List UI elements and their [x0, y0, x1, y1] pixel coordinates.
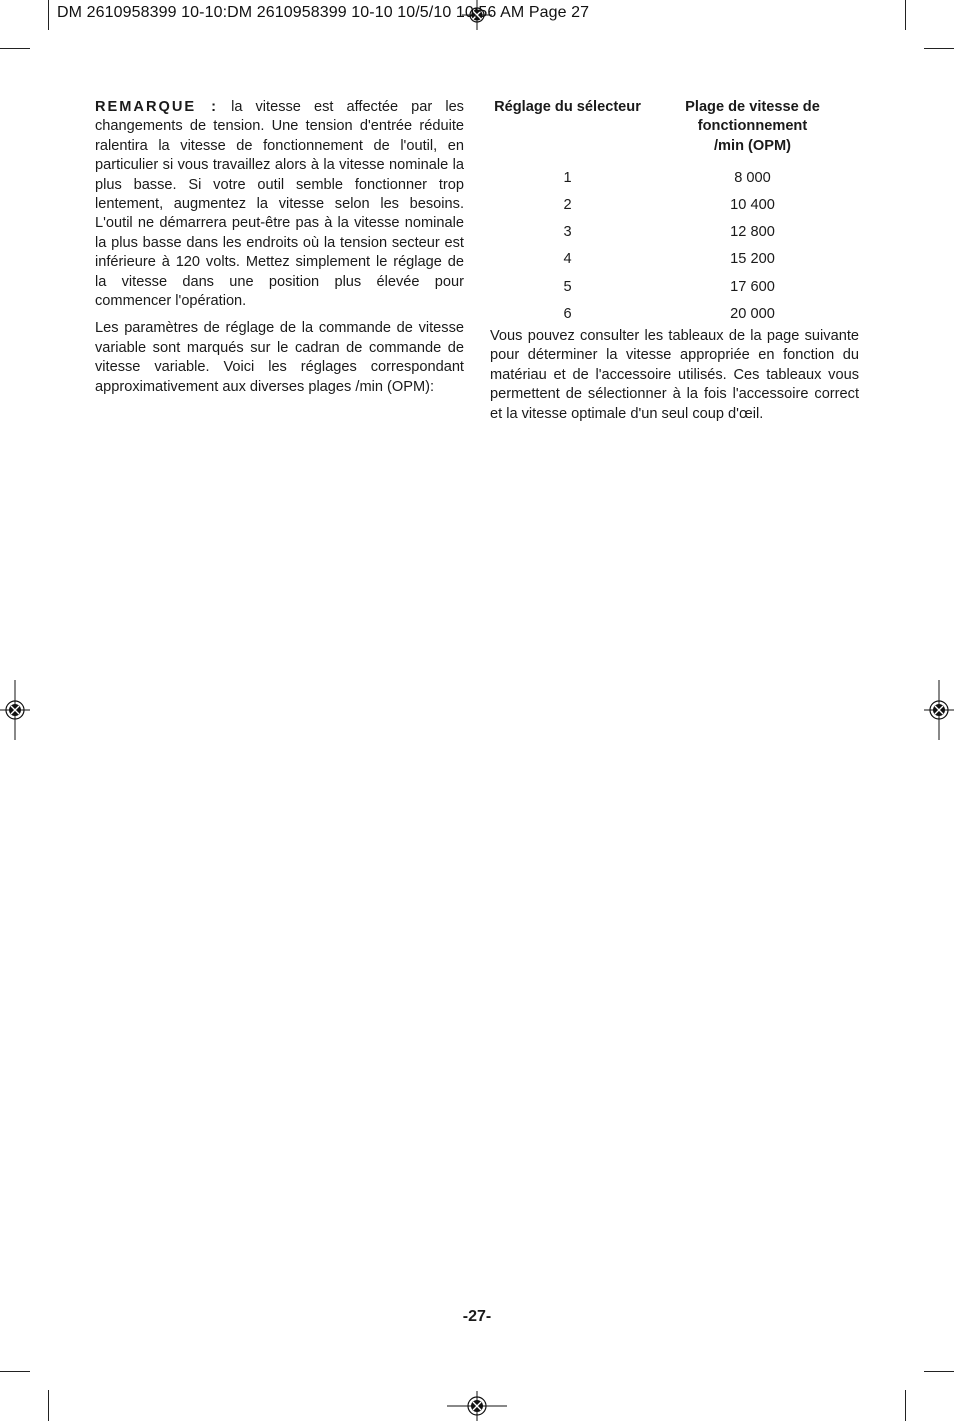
crop-mark: [905, 1390, 906, 1421]
reference-paragraph: Vous pouvez consulter les tableaux de la page suivante pour déterminer la vitesse appropriée en fonction du matériau et de l'accessoire utilisés. Ces tableaux vous permettent de sélectionner à la fois l'accessoire correct et la vitesse optimale d'un seul coup d'œil.: [490, 328, 859, 422]
crop-mark: [0, 48, 30, 49]
crop-mark: [48, 1390, 49, 1421]
table-header-row: [490, 98, 860, 156]
speed-cell: 20 000: [730, 305, 775, 322]
table-row: [490, 191, 860, 218]
crop-mark: [905, 0, 906, 30]
print-slug: DM 2610958399 10-10:DM 2610958399 10-10 10/5/10 10:56 AM Page 27: [57, 4, 590, 21]
registration-mark-icon: [924, 680, 954, 740]
setting-cell: 3: [563, 224, 572, 241]
settings-paragraph: Les paramètres de réglage de la commande de vitesse variable sont marqués sur le cadran de commande de vitesse variable. Voici les réglages correspondant approximativement aux diverses plages /min (OPM):: [95, 320, 464, 395]
registration-mark-icon: [0, 680, 30, 740]
speed-table: [490, 98, 860, 327]
speed-cell: 12 800: [730, 224, 775, 241]
header-setting: Réglage du sélecteur: [494, 99, 641, 115]
left-column: [95, 98, 464, 405]
setting-cell: 2: [563, 197, 572, 213]
header-speed: [645, 98, 860, 156]
note-text: la vitesse est affectée par les changements de tension. Une tension d'entrée réduite ralentira la vitesse de fonctionnement de l'outil, en particulier si vous travaillez alors à la vitesse nominale la plus basse. Si votre outil semble fonctionner trop lentement, augmentez la vitesse selon les besoins. L'outil ne démarrera peut-être pas à la vitesse nominale la plus basse dans les endroits où la tension secteur est inférieure à 120 volts. Mettez simplement le réglage de la vitesse dans une position plus élevée pour commencer l'opération.: [95, 99, 464, 310]
table-row: [490, 300, 860, 327]
page-number: -27-: [462, 1308, 492, 1325]
right-column: [490, 327, 859, 432]
table-row: [490, 273, 860, 300]
header-speed-line: /min (OPM): [713, 137, 792, 154]
crop-mark: [924, 48, 954, 49]
crop-mark: [48, 0, 49, 30]
speed-cell: 10 400: [730, 197, 775, 213]
crop-mark: [924, 1371, 954, 1372]
note-paragraph: [95, 98, 464, 311]
note-label: REMARQUE :: [95, 99, 219, 115]
registration-mark-icon: [447, 1391, 507, 1421]
speed-cell: 8 000: [734, 169, 771, 186]
speed-cell: 17 600: [730, 278, 775, 295]
header-speed-line: fonctionnement: [697, 118, 808, 135]
table-row: [490, 156, 860, 191]
table-row: [490, 246, 860, 273]
setting-cell: 1: [563, 169, 572, 186]
speed-cell: 15 200: [730, 251, 775, 268]
crop-mark: [0, 1371, 30, 1372]
setting-cell: 5: [563, 278, 572, 295]
setting-cell: 6: [563, 305, 572, 322]
table-row: [490, 219, 860, 246]
setting-cell: 4: [563, 251, 572, 268]
header-speed-line: Plage de vitesse de: [685, 99, 820, 115]
